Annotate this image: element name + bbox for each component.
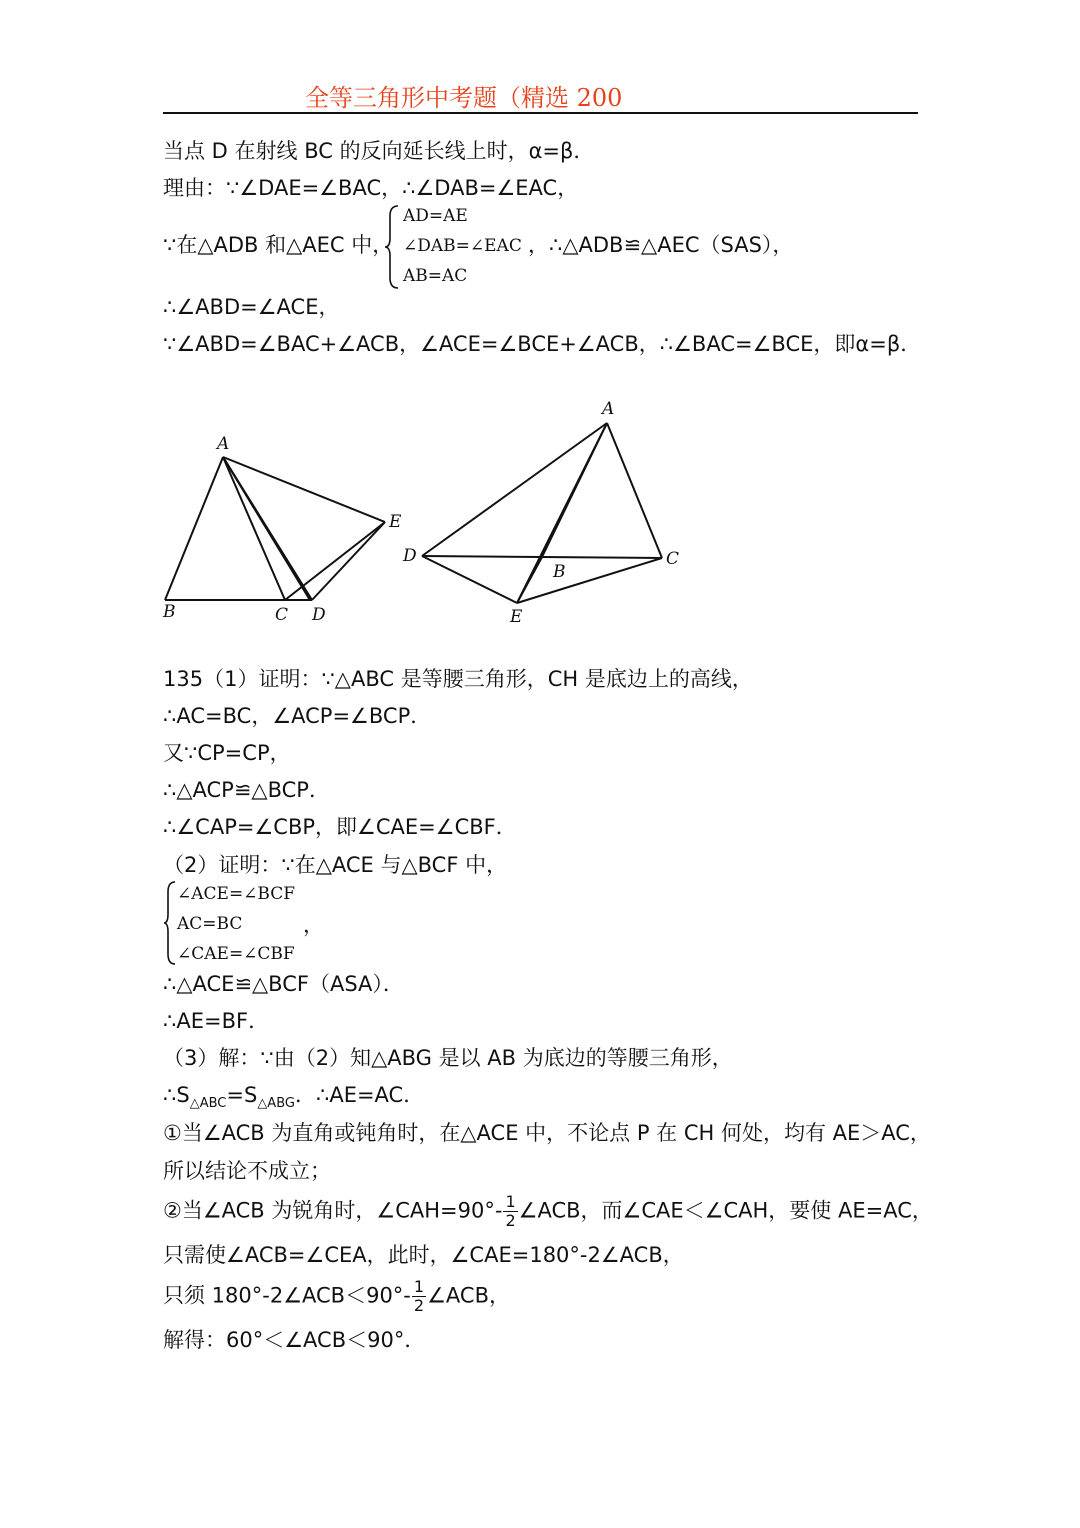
text-line [163,1080,424,1119]
text-line: ∴AE=BF． [163,1009,270,1033]
text-line: （2）证明：∵在△ACE 与△BCF 中， [163,853,508,877]
text-line: ，∴△ADB≌△AEC（SAS）， [528,233,794,257]
fraction-numerator: 1 [413,1277,425,1296]
text-line: 135（1）证明：∵△ABC 是等腰三角形，CH 是底边上的高线， [163,667,753,691]
text-line: ， [303,913,324,937]
fraction-denominator: 2 [413,1296,425,1315]
fraction-numerator: 1 [505,1192,516,1211]
text-segment: ∠ACB，而∠CAE＜∠CAH，要使 AE=AC， [518,1198,933,1223]
label-A: A [217,434,230,454]
text-line: ∵∠ABD=∠BAC+∠ACB，∠ACE=∠BCE+∠ACB，∴∠BAC=∠BCE，即α=β． [163,332,922,356]
label-B: B [553,562,566,582]
text-line: 所以结论不成立； [163,1159,331,1183]
equation-row: ∠ACE=∠BCF [177,884,296,904]
fraction-denominator: 2 [505,1211,516,1230]
equation-row: AB=AC [403,266,468,286]
text-line [163,1278,510,1315]
page-title: 全等三角形中考题（精选 200 [305,84,623,112]
text-segment: ．∴AE=AC． [294,1083,425,1107]
equation-system [403,201,522,291]
fraction [412,1278,426,1315]
label-D: D [312,605,326,625]
geometry-figure-left [155,425,415,630]
text-line: （3）解：∵由（2）知△ABG 是以 AB 为底边的等腰三角形， [163,1046,733,1070]
equation-row: AC=BC [177,914,243,934]
text-line: ∴∠ABD=∠ACE， [163,295,340,319]
text-line: 理由：∵∠DAE=∠BAC，∴∠DAB=∠EAC， [163,176,579,200]
text-line: ∴∠CAP=∠CBP，即∠CAE=∠CBF． [163,815,517,839]
subscript: △ABC [189,1096,227,1112]
text-segment: ②当∠ACB 为锐角时，∠CAH=90°- [163,1198,503,1223]
text-segment: 只须 180°-2∠ACB＜90°- [163,1283,411,1308]
text-line: 当点 D 在射线 BC 的反向延长线上时，α=β． [163,139,595,163]
text-segment: ∠ACB， [427,1283,510,1308]
equation-row: ∠DAB=∠EAC [403,236,522,256]
brace-icon [163,880,177,966]
text-line [163,1193,933,1230]
label-C: C [666,549,680,569]
label-A: A [602,399,615,419]
text-line: ∴AC=BC，∠ACP=∠BCP． [163,704,432,728]
text-line: 又∵CP=CP， [163,741,291,765]
text-line: ∴△ACE≌△BCF（ASA）． [163,972,404,996]
label-C: C [275,605,289,625]
fraction [503,1193,517,1230]
label-E: E [389,512,402,532]
geometry-figure-right [400,398,690,630]
equation-system [177,879,295,969]
text-line: 只需使∠ACB=∠CEA，此时，∠CAE=180°-2∠ACB， [163,1243,684,1267]
text-line: ∵在△ADB 和△AEC 中， [163,233,394,257]
text-segment: ∴S [163,1083,190,1107]
text-segment: =S [226,1083,258,1107]
equation-row: ∠CAE=∠CBF [177,944,295,964]
label-D: D [403,546,417,566]
label-E: E [510,607,523,627]
label-B: B [163,602,176,622]
text-line: 解得：60°＜∠ACB＜90°． [163,1328,426,1352]
brace-icon [384,204,400,290]
text-line: ∴△ACP≌△BCP． [163,778,330,802]
subscript: △ABG [257,1096,295,1112]
text-line: ①当∠ACB 为直角或钝角时，在△ACE 中，不论点 P 在 CH 何处，均有 AE＞AC， [163,1121,931,1145]
header-divider [163,112,918,114]
equation-row: AD=AE [403,206,468,226]
